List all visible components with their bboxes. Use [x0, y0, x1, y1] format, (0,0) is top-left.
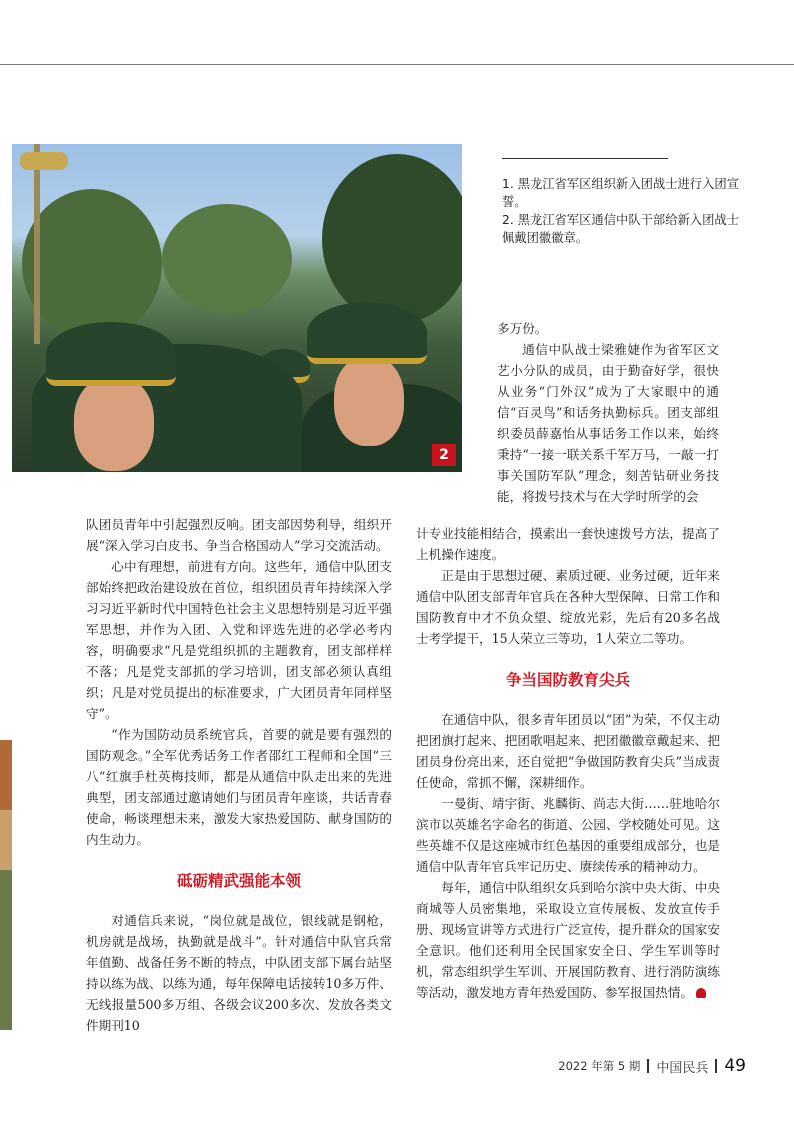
right-top-column [497, 318, 719, 507]
page-number: 49 [724, 1056, 746, 1076]
photo-number-badge: 2 [432, 444, 456, 466]
paragraph: 心中有理想，前进有方向。这些年，通信中队团支部始终把政治建设放在首位，组织团员青年持续深入学习习近平新时代中国特色社会主义思想特别是习近平强军思想，并作为入团、入党和评选先进的必学必考内容，明确要求“凡是党组织抓的主题教育，团支部样样不落；凡是党支部抓的学习培训，团支部必须认真组织；凡是对党员提出的标准要求，广大团员青年同样坚守”。 [86, 559, 392, 721]
left-edge-strip [0, 740, 12, 810]
caption-1: 1. 黑龙江省军区组织新入团战士进行入团宣誓。 [502, 177, 739, 209]
page-footer [558, 1056, 746, 1076]
photo-tree [22, 189, 162, 339]
right-column [416, 523, 720, 1003]
paragraph: 在通信中队，很多青年团员以“团”为荣，不仅主动把团旗打起来、把团歌唱起来、把团徽徽章戴起来、把团员身份亮出来，还自觉把“争做国防教育尖兵”当成责任使命，常抓不懈，深耕细作。 [416, 712, 720, 790]
photo-cap [46, 322, 176, 386]
top-rule [0, 64, 794, 65]
photo-lamp-head [20, 152, 68, 170]
end-mark-icon [696, 988, 706, 998]
caption-rule [502, 158, 668, 159]
paragraph: 通信中队战士梁雅婕作为省军区文艺小分队的成员，由于勤奋好学，很快从业务“门外汉”成为了大家眼中的通信“百灵鸟”和话务执勤标兵。团支部组织委员薛嘉怡从事话务工作以来，始终秉持“一接一联关系千军万马，一敲一打事关国防军队”理念，刻苦钻研业务技能，将拨号技术与在大学时所学的会 [497, 342, 719, 504]
issue-label: 2022 年第 5 期 [558, 1059, 641, 1073]
photo-lamp-post [34, 144, 40, 344]
caption-2: 2. 黑龙江省军区通信中队干部给新入团战士佩戴团徽徽章。 [502, 213, 739, 245]
photo-captions [502, 175, 742, 247]
paragraph: 队团员青年中引起强烈反响。团支部因势利导，组织开展“深入学习白皮书、争当合格国动人”学习交流活动。 [86, 517, 392, 553]
paragraph: 正是由于思想过硬、素质过硬、业务过硬，近年来通信中队团支部青年官兵在各种大型保障、日常工作和国防教育中才不负众望、绽放光彩，先后有20多名战士考学提干，15人荣立三等功，1人荣立二等功。 [416, 568, 720, 646]
photo-tree [162, 204, 292, 314]
paragraph: “作为国防动员系统官兵，首要的就是要有强烈的国防观念。”全军优秀话务工作者邵红工程师和全国“三八”红旗手杜英梅技师，都是从通信中队走出来的先进典型，团支部通过邀请她们与团员青年座谈，共话青春使命，畅谈理想未来，激发大家热爱国防、献身国防的内生动力。 [86, 727, 392, 847]
photo-cap [307, 302, 427, 364]
section-heading: 争当国防教育尖兵 [505, 671, 630, 689]
left-column [86, 514, 392, 1036]
left-edge-strip [0, 810, 12, 870]
paragraph-final [416, 877, 720, 1003]
left-edge-strip [0, 870, 12, 1030]
magazine-name: 中国民兵 [656, 1060, 709, 1076]
photo-face [334, 356, 404, 446]
paragraph: 一曼街、靖宇街、兆麟街、尚志大街……驻地哈尔滨市以英雄名字命名的街道、公园、学校随处可见。这些英雄不仅是这座城市红色基因的重要组成部分，也是通信中队青年官兵牢记历史、赓续传承的精神动力。 [416, 796, 720, 874]
paragraph: 对通信兵来说，“岗位就是战位，银线就是钢枪，机房就是战场，执勤就是战斗”。针对通信中队官兵常年值勤、战备任务不断的特点，中队团支部下属台站坚持以练为战、以练为通，每年保障电话接转10多万件、无线报量500多万组、各级会议200多次、发放各类文件期刊10 [86, 913, 392, 1033]
article-photo [12, 144, 462, 472]
paragraph: 多万份。 [497, 321, 548, 336]
paragraph-text: 每年，通信中队组织女兵到哈尔滨中央大街、中央商城等人员密集地，采取设立宣传展板、发放宣传手册、现场宣讲等方式进行广泛宣传，提升群众的国家安全意识。他们还利用全民国家安全日、学生军训等时机，常态组织学生军训、开展国防教育、进行消防演练等活动，激发地方青年热爱国防、参军报国热情。 [416, 880, 720, 1000]
paragraph: 计专业技能相结合，摸索出一套快速拨号方法，提高了上机操作速度。 [416, 526, 720, 562]
footer-separator [715, 1059, 717, 1073]
photo-face [74, 376, 154, 471]
footer-separator [647, 1059, 649, 1073]
photo-tree [322, 154, 462, 324]
section-heading: 砥砺精武强能本领 [176, 872, 301, 890]
